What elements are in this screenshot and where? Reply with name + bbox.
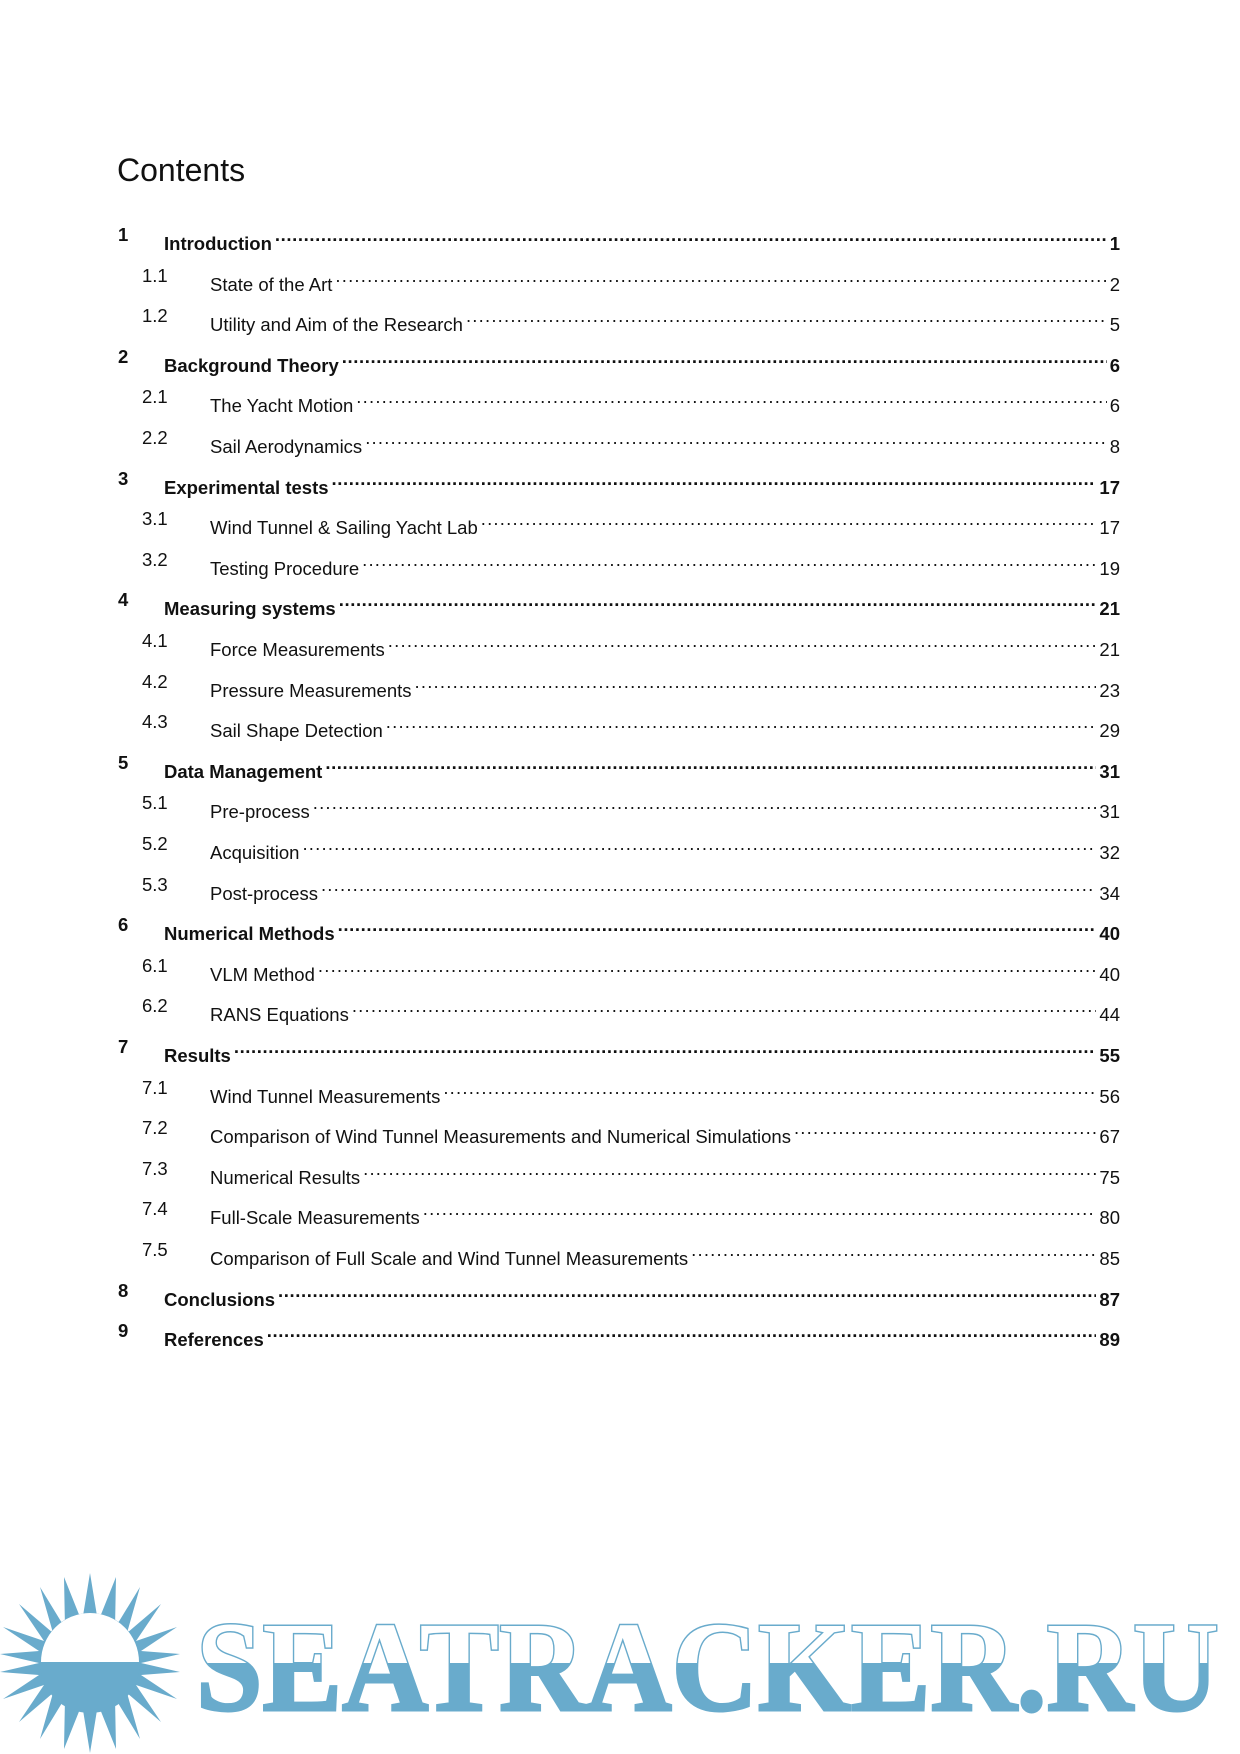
dot-leader	[267, 1316, 1097, 1346]
dot-leader	[332, 464, 1097, 494]
dot-leader	[275, 220, 1107, 250]
section-title-link[interactable]: Numerical Results	[210, 1166, 361, 1188]
section-number: 3.2	[142, 548, 168, 570]
section-number: 1.1	[142, 264, 168, 286]
toc-entry-7-1[interactable]	[0, 1073, 1240, 1107]
section-title-link[interactable]: Comparison of Wind Tunnel Measurements and Numerical Simulations	[210, 1126, 791, 1148]
dot-leader	[423, 1194, 1097, 1224]
section-number: 2	[118, 345, 129, 367]
page-number-link[interactable]: 2	[1109, 273, 1120, 295]
page-number-link[interactable]: 5	[1109, 314, 1120, 336]
section-number: 6.1	[142, 954, 168, 976]
section-title-link[interactable]: Experimental tests	[164, 476, 329, 498]
section-title-link[interactable]: Pre-process	[210, 801, 310, 823]
section-number: 7.3	[142, 1157, 168, 1179]
toc-entry-5-3[interactable]	[0, 870, 1240, 904]
dot-leader	[443, 1073, 1096, 1103]
dot-leader	[466, 301, 1107, 331]
page-number-link[interactable]: 56	[1099, 1085, 1120, 1107]
section-title-link[interactable]: References	[164, 1329, 264, 1351]
toc-entry-5-2[interactable]	[0, 829, 1240, 863]
section-title-link[interactable]: Data Management	[164, 760, 323, 782]
section-title-link[interactable]: Measuring systems	[164, 598, 336, 620]
toc-entry-5[interactable]	[0, 748, 1240, 782]
page-number-link[interactable]: 31	[1099, 760, 1120, 782]
dot-leader	[321, 870, 1096, 900]
toc-entry-3[interactable]	[0, 464, 1240, 498]
dot-leader	[325, 748, 1096, 778]
dot-leader	[278, 1276, 1096, 1306]
page-number-link[interactable]: 21	[1099, 598, 1120, 620]
dot-leader	[415, 667, 1097, 697]
toc-entry-2[interactable]	[0, 342, 1240, 376]
dot-leader	[342, 342, 1107, 372]
section-number: 8	[118, 1279, 129, 1301]
section-number: 5.2	[142, 833, 168, 854]
toc-entry-6-2[interactable]	[0, 991, 1240, 1026]
page-title: Contents	[117, 152, 246, 188]
dot-leader	[386, 707, 1097, 737]
dot-leader	[339, 585, 1097, 615]
section-title-link[interactable]: State of the Art	[210, 273, 333, 295]
page-number-link[interactable]: 17	[1099, 517, 1120, 539]
page-number-link[interactable]: 87	[1099, 1288, 1120, 1310]
dot-leader	[338, 910, 1097, 940]
page-number-link[interactable]: 44	[1099, 1004, 1120, 1026]
page-number-link[interactable]: 40	[1099, 963, 1120, 985]
toc-entry-4-3[interactable]	[0, 707, 1240, 742]
section-title-link[interactable]: Force Measurements	[210, 639, 385, 660]
dot-leader	[313, 788, 1097, 818]
section-number: 7.5	[142, 1239, 168, 1260]
toc-entry-7-3[interactable]	[0, 1154, 1240, 1188]
section-title-link[interactable]: Numerical Methods	[164, 923, 335, 945]
section-title-link[interactable]: Post-process	[210, 882, 318, 904]
page-number-link[interactable]: 31	[1099, 801, 1120, 823]
dot-leader	[352, 991, 1097, 1021]
section-title-link[interactable]: Wind Tunnel Measurements	[210, 1085, 441, 1107]
page-number-link[interactable]: 29	[1099, 720, 1120, 742]
section-title-link[interactable]: Results	[164, 1045, 231, 1066]
dot-leader	[318, 951, 1097, 981]
dot-leader	[363, 1154, 1096, 1184]
section-number: 4	[118, 589, 129, 611]
section-title-link[interactable]: Testing Procedure	[210, 557, 360, 579]
toc-entry-1[interactable]	[0, 220, 1240, 254]
watermark-logo	[0, 1560, 1240, 1754]
section-number: 1	[118, 224, 129, 245]
page-number-link[interactable]: 85	[1099, 1248, 1120, 1269]
section-title-link[interactable]: Background Theory	[164, 354, 339, 376]
dot-leader	[356, 382, 1106, 412]
toc-entry-6[interactable]	[0, 910, 1240, 945]
page-number-link[interactable]: 32	[1099, 842, 1120, 863]
section-title-link[interactable]: Comparison of Full Scale and Wind Tunnel Measurements	[210, 1248, 689, 1269]
section-number: 4.1	[142, 630, 168, 651]
section-number: 7.4	[142, 1198, 168, 1220]
page-number-link[interactable]: 21	[1099, 639, 1120, 660]
section-number: 4.2	[142, 670, 168, 692]
toc-entry-3-1[interactable]	[0, 504, 1240, 539]
section-number: 2.1	[142, 386, 168, 408]
toc-entry-1-2[interactable]	[0, 301, 1240, 336]
page-number-link[interactable]: 75	[1099, 1166, 1120, 1188]
section-title-link[interactable]: Acquisition	[210, 842, 300, 863]
section-number: 6	[118, 914, 129, 936]
page-number-link[interactable]: 6	[1109, 354, 1120, 376]
toc-entry-7-4[interactable]	[0, 1194, 1240, 1229]
toc-entry-5-1[interactable]	[0, 788, 1240, 823]
toc-entry-1-1[interactable]	[0, 261, 1240, 295]
section-number: 5	[118, 751, 129, 773]
section-number: 1.2	[142, 305, 168, 327]
section-number: 7	[118, 1036, 129, 1057]
toc-entry-6-1[interactable]	[0, 951, 1240, 985]
page-number-link[interactable]: 6	[1109, 395, 1120, 417]
page-number-link[interactable]: 34	[1099, 882, 1120, 904]
page-number-link[interactable]: 23	[1099, 679, 1120, 701]
dot-leader	[481, 504, 1097, 534]
toc-entry-2-1[interactable]	[0, 382, 1240, 417]
page-number-link[interactable]: 1	[1109, 233, 1120, 254]
section-title-link[interactable]: Sail Aerodynamics	[210, 436, 363, 457]
page-number-link[interactable]: 17	[1099, 476, 1120, 498]
page-number-link[interactable]: 19	[1099, 557, 1120, 579]
section-number: 3.1	[142, 508, 168, 530]
section-number: 7.2	[142, 1117, 168, 1139]
section-title-link[interactable]: RANS Equations	[210, 1004, 349, 1026]
section-number: 4.3	[142, 711, 168, 733]
section-title-link[interactable]: Introduction	[164, 233, 272, 254]
section-title-link[interactable]: Conclusions	[164, 1288, 276, 1310]
section-title-link[interactable]: Utility and Aim of the Research	[210, 314, 463, 336]
toc-entry-4[interactable]	[0, 585, 1240, 620]
page-number-link[interactable]: 89	[1099, 1329, 1120, 1351]
section-number: 7.1	[142, 1076, 168, 1098]
toc-entry-4-1[interactable]	[0, 626, 1240, 660]
sun-over-sea-icon	[0, 1573, 180, 1753]
page-number-link[interactable]: 67	[1099, 1126, 1120, 1148]
dot-leader	[335, 261, 1106, 291]
section-number: 5.3	[142, 873, 168, 895]
section-number: 6.2	[142, 995, 168, 1017]
dot-leader	[234, 1032, 1097, 1062]
section-title-link[interactable]: Pressure Measurements	[210, 679, 412, 701]
section-number: 2.2	[142, 427, 168, 448]
toc-entry-7-2[interactable]	[0, 1113, 1240, 1148]
toc-entry-3-2[interactable]	[0, 545, 1240, 579]
dot-leader	[362, 545, 1096, 575]
dot-leader	[794, 1113, 1096, 1143]
section-title-link[interactable]: Wind Tunnel & Sailing Yacht Lab	[210, 517, 478, 539]
toc-entry-7[interactable]	[0, 1032, 1240, 1066]
toc-entry-2-2[interactable]	[0, 423, 1240, 457]
section-number: 3	[118, 467, 129, 489]
toc-entry-7-5[interactable]	[0, 1235, 1240, 1269]
section-title-link[interactable]: Sail Shape Detection	[210, 720, 383, 742]
watermark-text: SEATRACKER.RU	[196, 1596, 1219, 1738]
dot-leader	[388, 626, 1097, 656]
dot-leader	[365, 423, 1107, 453]
toc-entry-9[interactable]	[0, 1316, 1240, 1351]
section-title-link[interactable]: VLM Method	[210, 963, 315, 985]
dot-leader	[302, 829, 1096, 859]
page-number-link[interactable]: 40	[1099, 923, 1120, 945]
page-number-link[interactable]: 8	[1109, 436, 1120, 457]
page-number-link[interactable]: 55	[1099, 1045, 1120, 1066]
section-number: 5.1	[142, 792, 168, 814]
page-number-link[interactable]: 80	[1099, 1207, 1120, 1229]
toc-entry-4-2[interactable]	[0, 667, 1240, 701]
section-title-link[interactable]: The Yacht Motion	[210, 395, 354, 417]
section-title-link[interactable]: Full-Scale Measurements	[210, 1207, 420, 1229]
dot-leader	[691, 1235, 1096, 1265]
section-number: 9	[118, 1320, 129, 1342]
toc-entry-8[interactable]	[0, 1276, 1240, 1310]
